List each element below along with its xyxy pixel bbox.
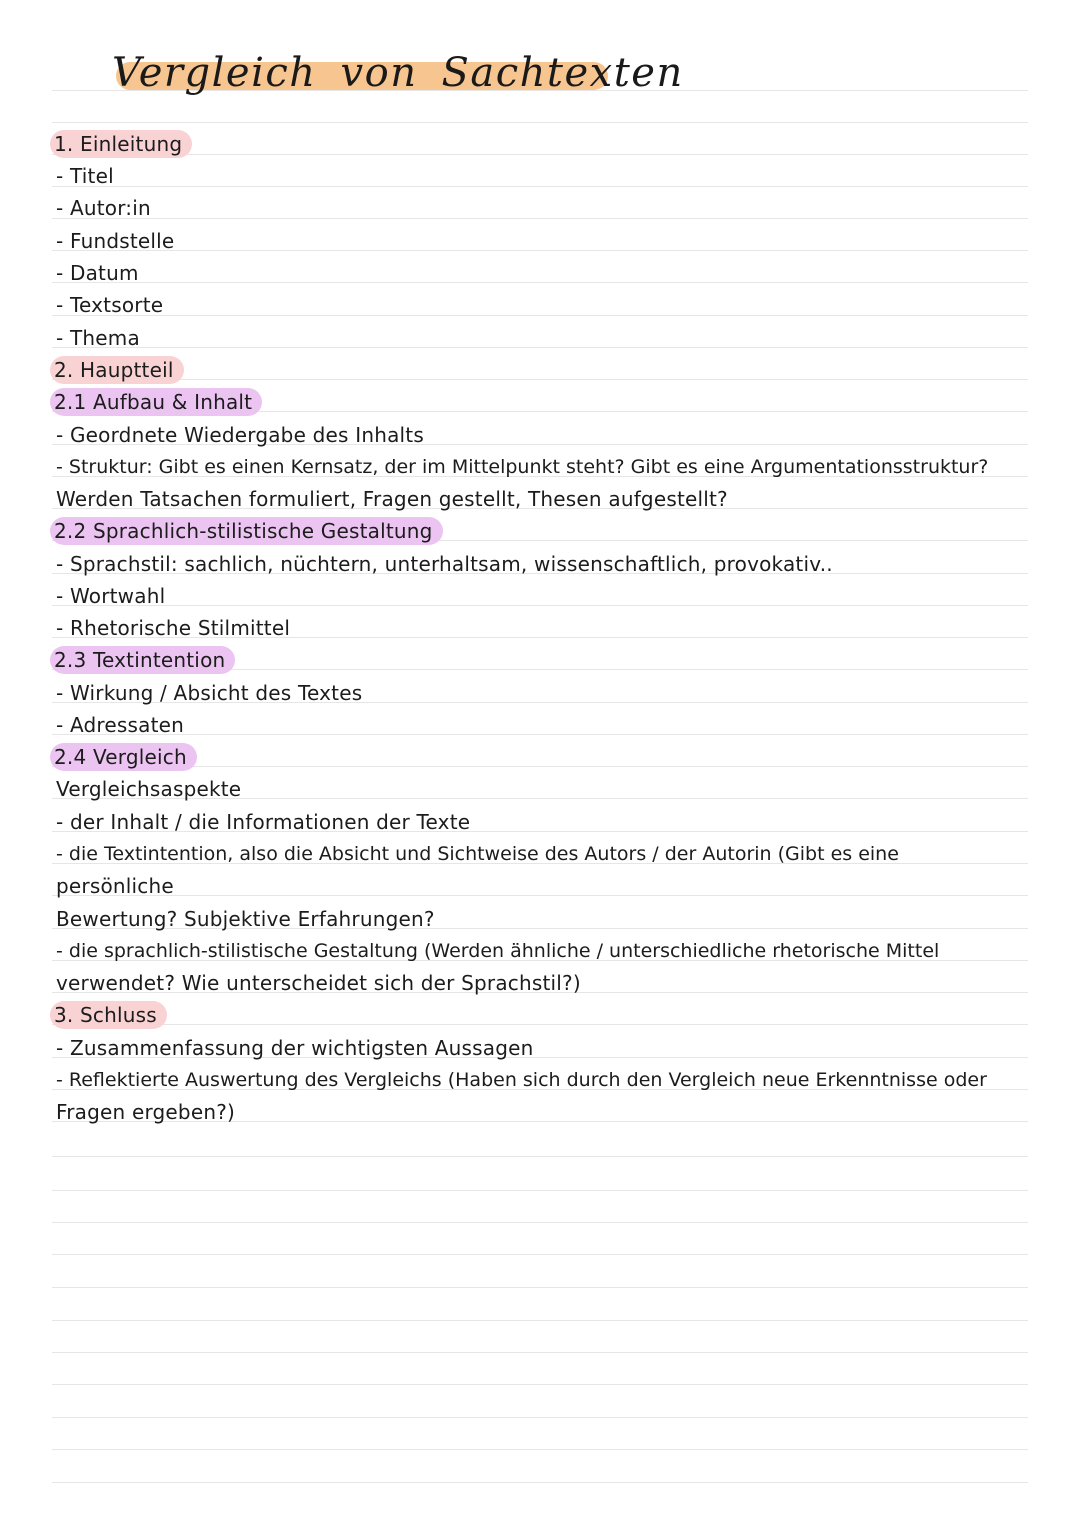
subsection-heading-label: 2.2 Sprachlich-stilistische Gestaltung [50,517,443,545]
text-line: persönliche [56,874,174,898]
list-item: - Zusammenfassung der wichtigsten Aussagen [56,1036,534,1060]
rule-line [52,1482,1028,1483]
list-item: - Sprachstil: sachlich, nüchtern, unterhaltsam, wissenschaftlich, provokativ.. [56,552,833,576]
list-item: - Wirkung / Absicht des Textes [56,681,363,705]
list-item: - Wortwahl [56,584,166,608]
list-item: - Reflektierte Auswertung des Vergleichs (Haben sich durch den Vergleich neue Erkenntnisse oder [56,1069,987,1091]
section-heading [56,354,184,386]
rule-line [52,1417,1028,1418]
rule-line [52,250,1028,251]
rule-line [52,154,1028,155]
list-item: - die Textintention, also die Absicht und Sichtweise des Autors / der Autorin (Gibt es eine [56,843,899,865]
rule-line [52,315,1028,316]
rule-line [52,1384,1028,1385]
section-heading-label: 1. Einleitung [50,130,192,158]
list-item: - Geordnete Wiedergabe des Inhalts [56,423,424,447]
rule-line [52,218,1028,219]
rule-line [52,1320,1028,1321]
subsection-heading [56,644,235,676]
title-word: Vergleich [112,50,317,96]
subsection-heading [56,515,443,547]
text-line: Vergleichsaspekte [56,777,242,801]
rule-line [52,1287,1028,1288]
subsection-heading-label: 2.1 Aufbau & Inhalt [50,388,262,416]
title-word: von [340,50,418,96]
rule-line [52,605,1028,606]
text-line: verwendet? Wie unterscheidet sich der Sprachstil?) [56,971,581,995]
text-line: Fragen ergeben?) [56,1100,236,1124]
rule-line [52,1352,1028,1353]
list-item: - Fundstelle [56,229,175,253]
section-heading-label: 2. Hauptteil [50,356,184,384]
list-item: - Autor:in [56,196,151,220]
rule-line [52,379,1028,380]
subsection-heading-label: 2.3 Textintention [50,646,235,674]
list-item: - der Inhalt / die Informationen der Texte [56,810,471,834]
rule-line [52,766,1028,767]
list-item: - Thema [56,326,140,350]
subsection-heading-label: 2.4 Vergleich [50,743,197,771]
rule-line [52,1254,1028,1255]
section-heading-label: 3. Schluss [50,1001,167,1029]
rule-line [52,122,1028,123]
rule-line [52,895,1028,896]
list-item: - die sprachlich-stilistische Gestaltung (Werden ähnliche / unterschiedliche rhetorische Mittel [56,940,940,962]
rule-line [52,734,1028,735]
rule-line [52,347,1028,348]
rule-line [52,1156,1028,1157]
rule-line [52,282,1028,283]
title-word: Sachtexten [441,50,684,96]
list-item: - Datum [56,261,139,285]
section-heading [56,128,192,160]
rule-line [52,1024,1028,1025]
rule-line [52,1222,1028,1223]
list-item: - Rhetorische Stilmittel [56,616,291,640]
text-line: Werden Tatsachen formuliert, Fragen gestellt, Thesen aufgestellt? [56,487,728,511]
section-heading [56,999,167,1031]
list-item: - Textsorte [56,293,164,317]
rule-line [52,1449,1028,1450]
text-line: Bewertung? Subjektive Erfahrungen? [56,907,435,931]
rule-line [52,186,1028,187]
page-title [112,42,684,104]
subsection-heading [56,386,262,418]
list-item: - Struktur: Gibt es einen Kernsatz, der im Mittelpunkt steht? Gibt es eine Argumentationsstruktur? [56,456,989,478]
list-item: - Adressaten [56,713,185,737]
list-item: - Titel [56,164,114,188]
rule-line [52,1190,1028,1191]
subsection-heading [56,741,197,773]
